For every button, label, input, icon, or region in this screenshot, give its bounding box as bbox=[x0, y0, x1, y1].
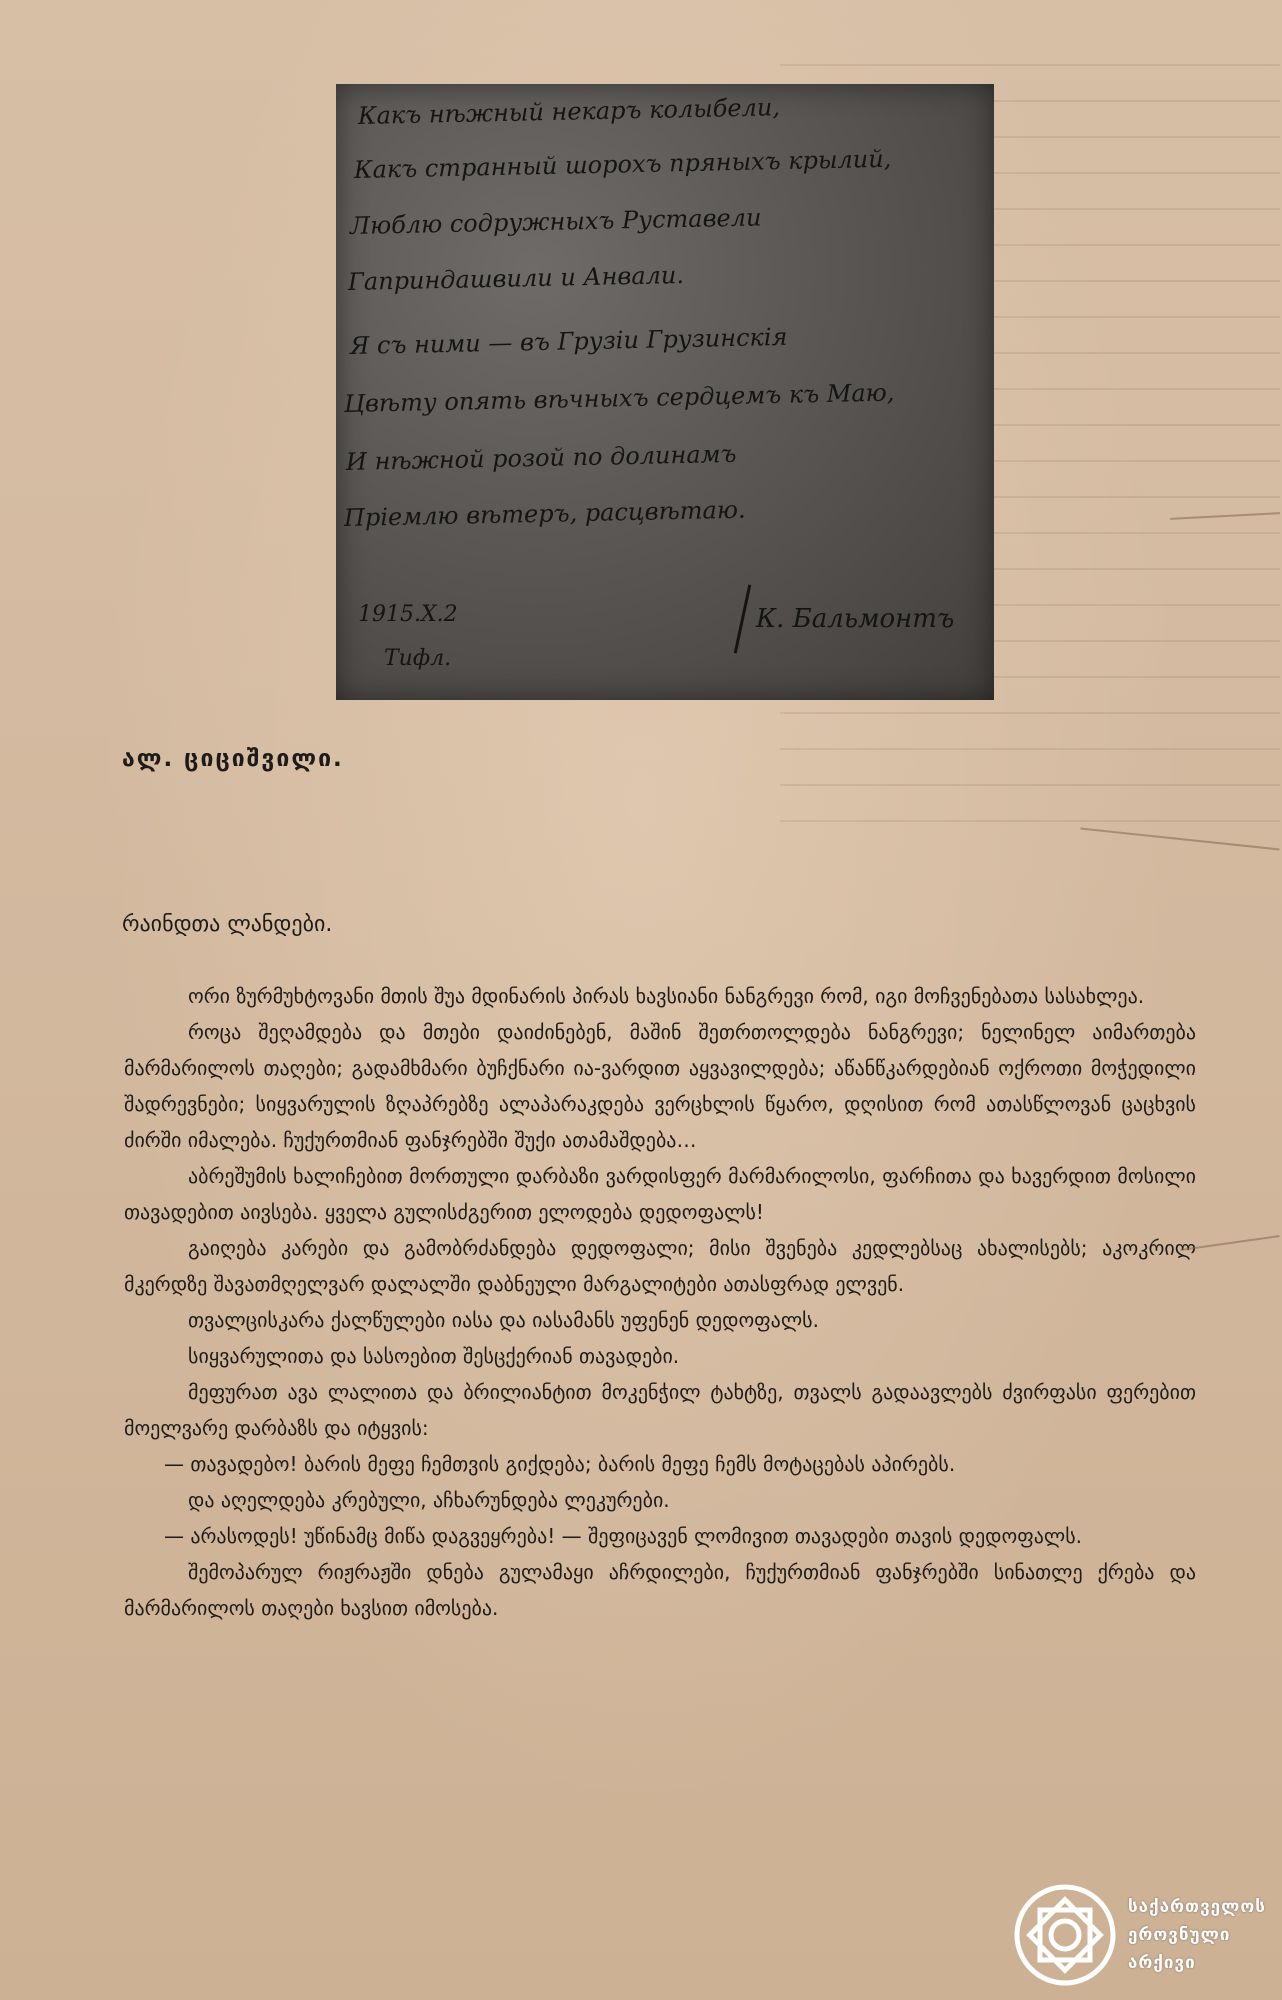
paragraph-10: — არასოდეს! უწინამც მიწა დაგვეყრება! — შეფიცავენ ლომივით თავადები თავის დედოფალს. bbox=[164, 1524, 1083, 1548]
archive-emblem-icon bbox=[1010, 1880, 1120, 1990]
author-name: ალ. ციციშვილი. bbox=[122, 746, 344, 772]
note-place: Тифл. bbox=[384, 646, 452, 671]
paragraph-6: სიყვარულითა და სასოებით შესცქერიან თავადები. bbox=[188, 1344, 680, 1368]
paragraph-5: თვალცისკარა ქალწულები იასა და იასამანს უფენენ დედოფალს. bbox=[188, 1308, 819, 1332]
signature-stroke bbox=[734, 584, 751, 653]
paper-crease bbox=[1080, 828, 1279, 851]
note-line-6: Цвѣту опять вѣчныхъ сердцемъ къ Маю, bbox=[343, 378, 895, 418]
paragraph-4: გაიღება კარები და გამობრძანდება დედოფალი; მისი შვენება კედლებსაც ახალისებს; აკოკრილ მკერდზე შავათმღელვარ დალალში დაბნეული მარგალიტები ათასფრად ელვენ. bbox=[124, 1236, 1196, 1296]
note-line-8: Пріемлю вѣтеръ, расцвѣтаю. bbox=[343, 495, 746, 532]
archive-logo-line-1: საქართველოს bbox=[1128, 1897, 1266, 1917]
note-line-7: И нѣжной розой по долинамъ bbox=[345, 439, 737, 476]
note-line-5: Я съ ними — въ Грузіи Грузинскія bbox=[349, 322, 788, 360]
paragraph-9: და აღელდება კრებული, აჩხარუნდება ლეკურები. bbox=[188, 1488, 670, 1512]
paragraph-2: როცა შეღამდება და მთები დაიძინებენ, მაშინ შეთრთოლდება ნანგრევი; ნელინელ აიმართება მარმარილოს თაღები; გადამხმარი ბუჩქნარი ია-ვარდით აყვავილდება; აწანწკარდებიან ოქროთი მოჭედილი შადრევნები; სიყვარულის ზღაპრებზე ალაპარაკდება ვერცხლის წყარო, დღისით რომ ათასწლოვან ცაცხვის ძირში იმალება. ჩუქურთმიან ფანჯრებში შუქი ათამაშდება… bbox=[124, 1020, 1196, 1152]
paragraph-11: შემოპარულ რიჟრაჟში დნება გულამაყი აჩრდილები, ჩუქურთმიან ფანჯრებში სინათლე ქრება და მარმარილოს თაღები ხავსით იმოსება. bbox=[124, 1560, 1196, 1620]
paragraph-7: მეფურათ ავა ლალითა და ბრილიანტით მოკენჭილ ტახტზე, თვალს გადაავლებს ძვირფასი ფერებით მოელვარე დარბაზს და იტყვის: bbox=[124, 1380, 1196, 1440]
note-signature: К. Бальмонтъ bbox=[756, 604, 955, 634]
note-line-1: Какъ нѣжный некаръ колыбели, bbox=[357, 93, 781, 130]
handwritten-note-photo bbox=[336, 84, 994, 700]
archive-logo-line-2: ეროვნული bbox=[1128, 1925, 1231, 1945]
archive-logo-line-3: არქივი bbox=[1128, 1953, 1196, 1973]
paper-crease bbox=[1170, 512, 1280, 520]
note-date: 1915.X.2 bbox=[358, 602, 458, 627]
note-line-3: Люблю содружныхъ Руставели bbox=[349, 203, 762, 240]
note-line-4: Гаприндашвили и Анвали. bbox=[347, 260, 685, 296]
note-line-2: Какъ странный шорохъ пряныхъ крылий, bbox=[353, 144, 892, 184]
archive-logo-text bbox=[1128, 1893, 1266, 1977]
paragraph-3: აბრეშუმის ხალიჩებით მორთული დარბაზი ვარდისფერ მარმარილოსი, ფარჩითა და ხავერდით მოსილი თავადებით აივსება. ყველა გულისძგერით ელოდება დედოფალს! bbox=[124, 1164, 1196, 1224]
paragraph-8: — თავადებო! ბარის მეფე ჩემთვის გიქდება; ბარის მეფე ჩემს მოტაცებას აპირებს. bbox=[164, 1452, 956, 1476]
story-title: რაინდთა ლანდები. bbox=[122, 912, 333, 937]
story-body bbox=[124, 978, 1196, 1626]
paragraph-1: ორი ზურმუხტოვანი მთის შუა მდინარის პირას ხავსიანი ნანგრევი რომ, იგი მოჩვენებათა სასახლეა. bbox=[188, 984, 1145, 1008]
